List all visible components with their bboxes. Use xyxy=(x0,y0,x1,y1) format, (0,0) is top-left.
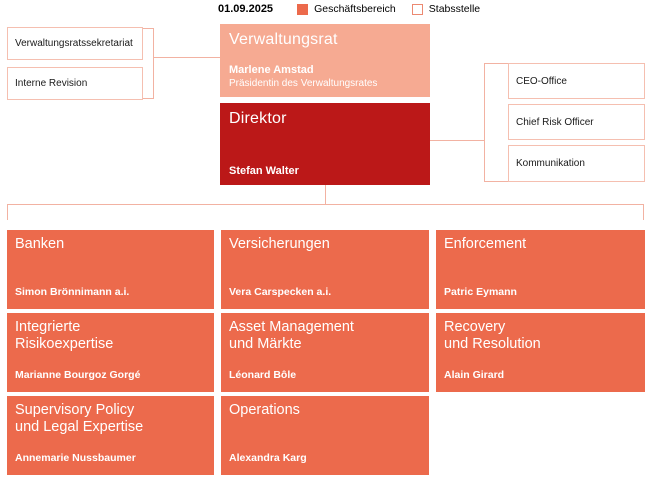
division-box-versicherungen xyxy=(221,230,429,309)
staff-box-label: Kommunikation xyxy=(516,158,585,169)
division-box-operations xyxy=(221,396,429,475)
division-title-line: Versicherungen xyxy=(229,236,330,252)
connector-line xyxy=(484,63,508,64)
division-title xyxy=(221,396,429,419)
staff-box-label: Chief Risk Officer xyxy=(516,116,594,128)
division-box-asset-management-und-maerkte xyxy=(221,313,429,392)
division-title-line: Recovery xyxy=(444,319,506,335)
staff-box-label: CEO-Office xyxy=(516,75,567,87)
connector-line xyxy=(153,57,220,58)
connector-line xyxy=(153,28,154,99)
division-title-line: Supervisory Policy xyxy=(15,402,135,418)
division-title xyxy=(221,313,429,353)
division-title-line: Operations xyxy=(229,402,300,418)
division-title-line: und Märkte xyxy=(229,336,302,352)
division-head-name: Simon Brönnimann a.i. xyxy=(15,286,130,298)
division-title-line: Banken xyxy=(15,236,65,252)
division-title xyxy=(436,230,645,253)
division-title xyxy=(221,230,429,253)
date-label: 01.09.2025 xyxy=(218,3,274,15)
chart-header xyxy=(218,2,496,16)
connector-line xyxy=(325,185,326,204)
connector-line xyxy=(7,204,644,205)
division-box-recovery-und-resolution xyxy=(436,313,645,392)
director-title: Direktor xyxy=(229,110,287,127)
director-person xyxy=(229,165,299,177)
division-box-integrierte-risikoexpertise xyxy=(7,313,214,392)
person-name: Marlene Amstad xyxy=(229,64,314,76)
division-title xyxy=(7,396,214,436)
division-title-line: Integrierte xyxy=(15,319,81,335)
staff-box-label: Interne Revision xyxy=(15,78,88,89)
division-title-line: Asset Management xyxy=(229,319,354,335)
division-box-banken xyxy=(7,230,214,309)
division-box-enforcement xyxy=(436,230,645,309)
staff-box-kommunikation xyxy=(508,145,645,182)
division-head-name: Patric Eymann xyxy=(444,286,517,298)
staff-box-label: Verwaltungsratssekretariat xyxy=(15,38,133,49)
connector-line xyxy=(484,181,508,182)
division-box-supervisory-policy-und-legal-expertise xyxy=(7,396,214,475)
staff-box-ceo-office xyxy=(508,63,645,99)
division-title-line: und Resolution xyxy=(444,336,541,352)
director-box xyxy=(220,103,430,185)
staff-box-chief-risk-officer xyxy=(508,104,645,140)
division-head-name: Marianne Bourgoz Gorgé xyxy=(15,369,141,381)
staff-box-interne-revision xyxy=(7,67,143,100)
division-title xyxy=(7,230,214,253)
division-title-line: Risikoexpertise xyxy=(15,336,114,352)
connector-line xyxy=(430,140,484,141)
division-title-line: Enforcement xyxy=(444,236,527,252)
division-head-name: Léonard Bôle xyxy=(229,369,297,381)
division-head-name: Annemarie Nussbaumer xyxy=(15,452,136,464)
division-title xyxy=(436,313,645,353)
division-head-name: Alain Girard xyxy=(444,369,505,381)
connector-line xyxy=(643,204,644,220)
person-name: Stefan Walter xyxy=(229,165,299,177)
division-title xyxy=(7,313,214,353)
connector-line xyxy=(484,63,485,182)
board-title: Verwaltungsrat xyxy=(229,31,338,48)
connector-line xyxy=(7,204,8,220)
board-person xyxy=(229,64,377,89)
staff-box-verwaltungsratssekretariat xyxy=(7,27,143,60)
legend-geschaeftsbereich-label: Geschäftsbereich xyxy=(314,3,396,15)
person-role: Präsidentin des Verwaltungsrates xyxy=(229,78,378,89)
board-box xyxy=(220,24,430,97)
legend-geschaeftsbereich-swatch xyxy=(297,4,308,15)
connector-line xyxy=(143,98,154,99)
division-title-line: und Legal Expertise xyxy=(15,419,144,435)
legend-stabsstelle-label: Stabsstelle xyxy=(428,3,481,15)
legend-stabsstelle-swatch xyxy=(412,4,423,15)
division-head-name: Alexandra Karg xyxy=(229,452,307,464)
division-head-name: Vera Carspecken a.i. xyxy=(229,286,332,298)
